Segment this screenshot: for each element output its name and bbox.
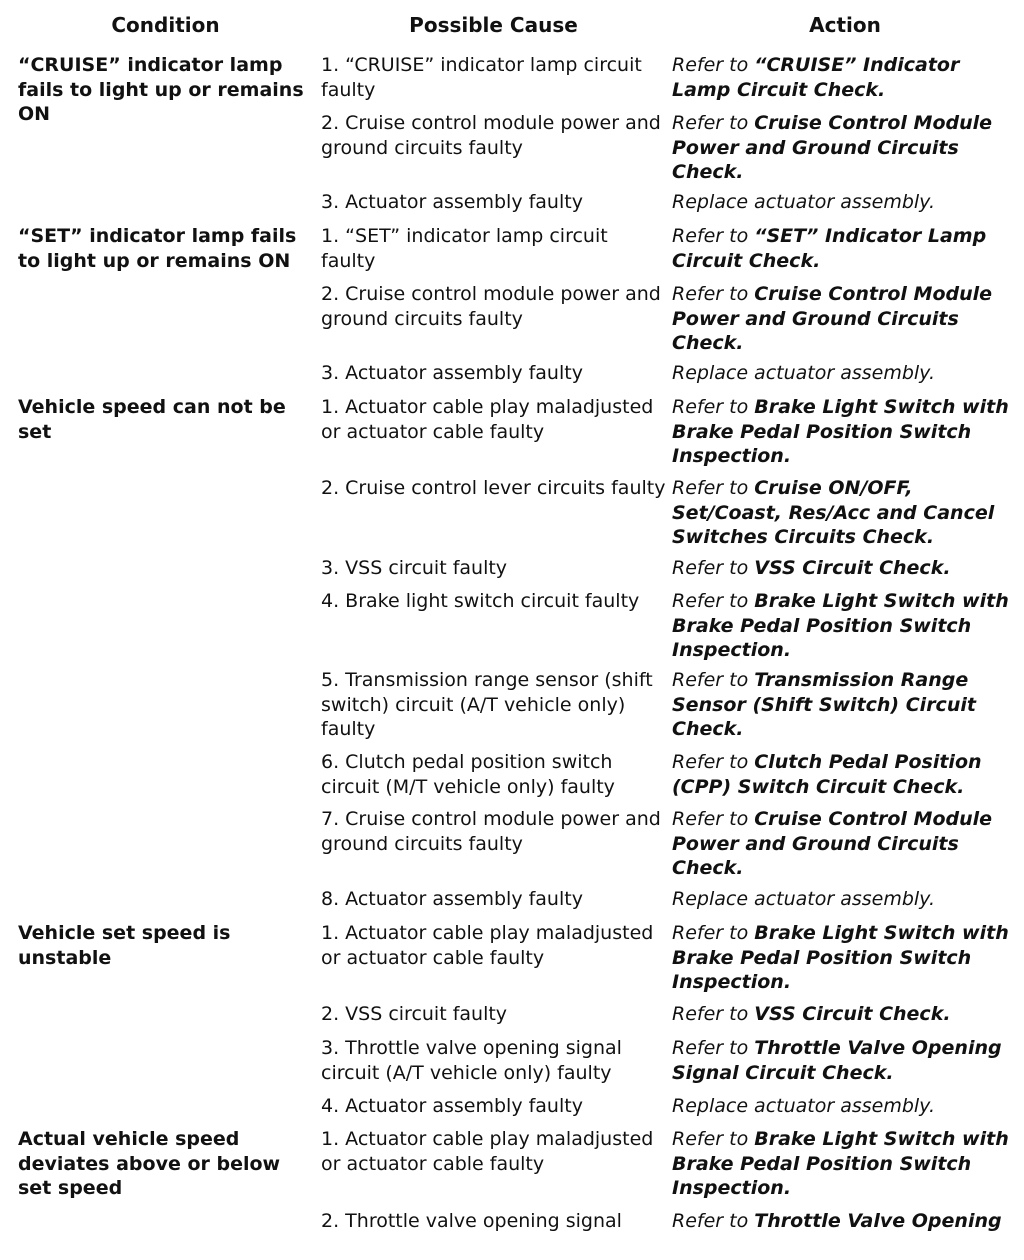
possible-cause-cell: 2. Cruise control module power and ground circuits faulty [321,283,661,330]
action-text: Refer to [672,1003,755,1025]
possible-cause-cell: 2. VSS circuit faulty [321,1003,508,1025]
action-text: Refer to [672,225,755,247]
action-reference: Brake Light Switch with Brake Pedal Position Switch Inspection. [672,1128,1009,1199]
action-cell [672,1094,1018,1119]
action-cell [672,1036,1018,1085]
action-text: Refer to [672,557,755,579]
action-text: Refer to [672,669,755,691]
action-reference: Brake Light Switch with Brake Pedal Position Switch Inspection. [672,396,1009,467]
action-cell [672,395,1018,469]
action-text: Refer to [672,590,755,612]
condition-cell: Actual vehicle speed deviates above or below set speed [18,1128,281,1199]
possible-cause-cell: 1. Actuator cable play maladjusted or actuator cable faulty [321,1128,654,1175]
action-reference: Cruise Control Module Power and Ground Circuits Check. [672,283,993,354]
possible-cause-cell: 3. Actuator assembly faulty [321,191,583,213]
possible-cause-cell: 4. Brake light switch circuit faulty [321,590,640,612]
possible-cause-cell: 3. Throttle valve opening signal circuit (A/T vehicle only) faulty [321,1037,622,1084]
action-reference: Throttle Valve Opening Signal Circuit Check. [672,1037,1002,1084]
action-reference: Brake Light Switch with Brake Pedal Position Switch Inspection. [672,922,1009,993]
action-cell [672,224,1018,273]
action-text: Replace actuator assembly. [672,362,935,384]
possible-cause-cell: 1. Actuator cable play maladjusted or actuator cable faulty [321,396,654,443]
header-condition: Condition [111,13,220,37]
header-action: Action [809,13,881,37]
action-text: Refer to [672,808,755,830]
action-reference: Transmission Range Sensor (Shift Switch) Circuit Check. [672,669,976,740]
action-text: Refer to [672,283,755,305]
possible-cause-cell: 1. “CRUISE” indicator lamp circuit faulty [321,54,642,101]
action-text: Refer to [672,1128,755,1150]
action-cell [672,1209,1018,1234]
action-cell [672,476,1018,550]
possible-cause-cell: 1. Actuator cable play maladjusted or actuator cable faulty [321,922,654,969]
action-text: Refer to [672,54,755,76]
condition-cell: Vehicle speed can not be set [18,396,286,443]
condition-cell: “CRUISE” indicator lamp fails to light up or remains ON [18,54,304,125]
action-cell [672,190,1018,215]
action-cell [672,668,1018,742]
action-text: Refer to [672,1037,755,1059]
action-text: Refer to [672,1210,755,1232]
action-cell [672,361,1018,386]
action-reference: Cruise Control Module Power and Ground Circuits Check. [672,808,993,879]
action-cell [672,111,1018,185]
action-cell [672,282,1018,356]
action-cell [672,1127,1018,1201]
action-reference: Clutch Pedal Position (CPP) Switch Circuit Check. [672,751,982,798]
action-cell [672,556,1018,581]
possible-cause-cell: 1. “SET” indicator lamp circuit faulty [321,225,608,272]
action-text: Refer to [672,396,755,418]
action-text: Replace actuator assembly. [672,1095,935,1117]
possible-cause-cell: 3. VSS circuit faulty [321,557,508,579]
possible-cause-cell: 8. Actuator assembly faulty [321,888,583,910]
action-cell [672,589,1018,663]
action-reference: VSS Circuit Check. [754,557,951,579]
header-possible-cause: Possible Cause [409,13,578,37]
action-text: Refer to [672,922,755,944]
action-cell [672,1002,1018,1027]
action-cell [672,921,1018,995]
action-cell [672,750,1018,799]
action-text: Refer to [672,751,755,773]
action-reference: “CRUISE” Indicator Lamp Circuit Check. [672,54,960,101]
possible-cause-cell: 2. Cruise control lever circuits faulty [321,477,666,499]
possible-cause-cell: 2. Throttle valve opening signal [321,1210,622,1232]
condition-cell: Vehicle set speed is unstable [18,922,231,969]
action-text: Refer to [672,112,755,134]
action-cell [672,53,1018,102]
possible-cause-cell: 6. Clutch pedal position switch circuit (M/T vehicle only) faulty [321,751,615,798]
action-text: Replace actuator assembly. [672,191,935,213]
action-reference: Cruise ON/OFF, Set/Coast, Res/Acc and Cancel Switches Circuits Check. [672,477,995,548]
action-cell [672,887,1018,912]
condition-cell: “SET” indicator lamp fails to light up or remains ON [18,225,297,272]
possible-cause-cell: 3. Actuator assembly faulty [321,362,583,384]
action-reference: VSS Circuit Check. [754,1003,951,1025]
action-reference: Brake Light Switch with Brake Pedal Position Switch Inspection. [672,590,1009,661]
possible-cause-cell: 7. Cruise control module power and ground circuits faulty [321,808,661,855]
action-cell [672,807,1018,881]
action-reference: Cruise Control Module Power and Ground Circuits Check. [672,112,993,183]
possible-cause-cell: 4. Actuator assembly faulty [321,1095,583,1117]
action-reference: “SET” Indicator Lamp Circuit Check. [672,225,987,272]
possible-cause-cell: 5. Transmission range sensor (shift switch) circuit (A/T vehicle only) faulty [321,669,653,740]
action-text: Replace actuator assembly. [672,888,935,910]
action-reference: Throttle Valve Opening [754,1210,1002,1232]
possible-cause-cell: 2. Cruise control module power and ground circuits faulty [321,112,661,159]
action-text: Refer to [672,477,755,499]
